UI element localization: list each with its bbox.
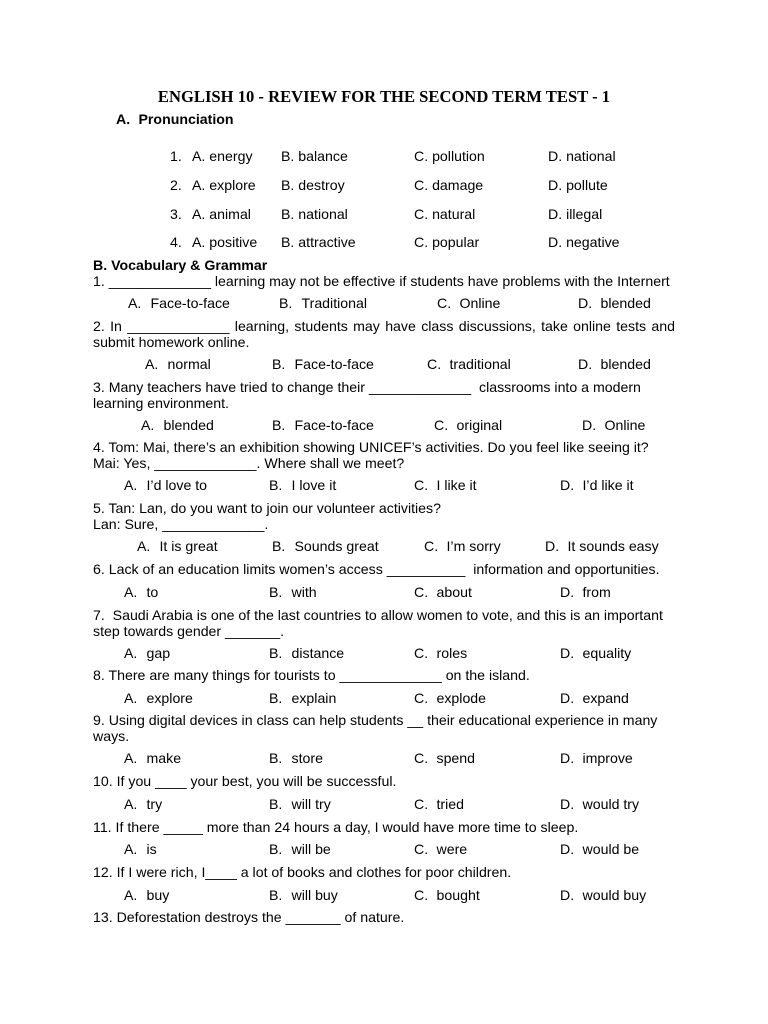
question-line: 1. _____________ learning may not be effective if students have problems with the Internert xyxy=(93,273,670,289)
answer-option: B. national xyxy=(281,206,348,222)
question-text xyxy=(93,667,676,683)
option-text: Sounds great xyxy=(294,538,379,554)
option-text: blended xyxy=(163,417,214,433)
option-text: Traditional xyxy=(301,295,367,311)
option-letter: D. xyxy=(560,584,575,600)
option-letter: A. xyxy=(124,796,138,812)
option-letter: A. xyxy=(128,295,142,311)
option-text: I love it xyxy=(291,477,337,493)
option-letter: B. xyxy=(269,796,283,812)
option-letter: C. xyxy=(414,690,429,706)
option-letter: B. xyxy=(279,295,293,311)
option-text: will be xyxy=(291,841,331,857)
option-letter: A. xyxy=(137,538,151,554)
question-line: 3. Many teachers have tried to change their _____________ classrooms into a modern learning environment. xyxy=(93,379,645,411)
answer-option xyxy=(560,584,611,600)
answer-option xyxy=(141,417,214,433)
option-text: about xyxy=(436,584,472,600)
question-text xyxy=(93,819,676,835)
option-text: bought xyxy=(436,887,480,903)
option-letter: A. xyxy=(124,841,138,857)
option-letter: C. xyxy=(414,477,429,493)
option-letter: D. xyxy=(560,887,575,903)
answer-option xyxy=(424,538,501,554)
answer-option xyxy=(578,295,651,311)
option-text: would be xyxy=(582,841,640,857)
option-text: Online xyxy=(604,417,646,433)
answer-option xyxy=(560,750,633,766)
section-a-title: Pronunciation xyxy=(138,111,234,127)
answer-options xyxy=(0,295,768,311)
option-letter: A. xyxy=(145,356,159,372)
option-text: improve xyxy=(582,750,633,766)
option-letter: D. xyxy=(560,750,575,766)
answer-option xyxy=(414,796,464,812)
option-letter: B. xyxy=(269,841,283,857)
option-letter: B. xyxy=(272,538,286,554)
answer-option xyxy=(269,584,317,600)
answer-option xyxy=(124,477,207,493)
option-text: explore xyxy=(146,690,193,706)
option-text: It sounds easy xyxy=(567,538,659,554)
answer-options xyxy=(0,887,768,903)
option-letter: A. xyxy=(124,584,138,600)
answer-option xyxy=(269,796,331,812)
option-text: were xyxy=(436,841,468,857)
option-letter: C. xyxy=(434,417,449,433)
answer-option: D. negative xyxy=(548,234,620,250)
question-text xyxy=(93,273,676,289)
question-line: 11. If there _____ more than 24 hours a day, I would have more time to sleep. xyxy=(93,819,579,835)
answer-options xyxy=(0,417,768,433)
option-text: gap xyxy=(146,645,171,661)
option-text: will try xyxy=(291,796,331,812)
option-letter: B. xyxy=(269,477,283,493)
pronunciation-item xyxy=(0,148,768,164)
answer-option xyxy=(269,887,338,903)
answer-options xyxy=(0,356,768,372)
option-letter: C. xyxy=(414,584,429,600)
question-text xyxy=(93,439,676,471)
answer-option xyxy=(272,356,374,372)
option-letter: D. xyxy=(578,295,593,311)
question-line: 7. Saudi Arabia is one of the last countries to allow women to vote, and this is an important step towards gender _______. xyxy=(93,607,667,639)
item-number: 3. xyxy=(170,206,182,222)
answer-option xyxy=(124,584,158,600)
pronunciation-item xyxy=(0,234,768,250)
option-letter: B. xyxy=(269,750,283,766)
option-text: from xyxy=(582,584,611,600)
answer-option: C. popular xyxy=(414,234,480,250)
option-letter: C. xyxy=(414,887,429,903)
option-letter: B. xyxy=(272,417,286,433)
answer-option xyxy=(414,645,467,661)
option-text: I like it xyxy=(436,477,477,493)
option-text: tried xyxy=(436,796,465,812)
option-text: distance xyxy=(291,645,345,661)
item-number: 1. xyxy=(170,148,182,164)
option-letter: D. xyxy=(560,796,575,812)
question-line: 5. Tan: Lan, do you want to join our volunteer activities? xyxy=(93,500,441,516)
option-text: buy xyxy=(146,887,170,903)
question-text xyxy=(93,864,676,880)
option-text: with xyxy=(291,584,317,600)
answer-option xyxy=(434,417,502,433)
option-text: normal xyxy=(167,356,211,372)
answer-option: A. animal xyxy=(192,206,251,222)
question-line: 12. If I were rich, I____ a lot of books and clothes for poor children. xyxy=(93,864,512,880)
question-line: 13. Deforestation destroys the _______ of nature. xyxy=(93,909,405,925)
answer-option: C. pollution xyxy=(414,148,485,164)
answer-option xyxy=(414,887,480,903)
option-text: explain xyxy=(291,690,337,706)
option-letter: D. xyxy=(578,356,593,372)
option-text: would buy xyxy=(582,887,647,903)
option-letter: B. xyxy=(269,887,283,903)
answer-option: A. explore xyxy=(192,177,256,193)
option-text: I’d love to xyxy=(146,477,208,493)
option-letter: D. xyxy=(545,538,560,554)
answer-option xyxy=(124,690,193,706)
pronunciation-item xyxy=(0,177,768,193)
item-number: 2. xyxy=(170,177,182,193)
question-line: 4. Tom: Mai, there’s an exhibition showing UNICEF’s activities. Do you feel like seeing it? xyxy=(93,439,649,455)
question-line: Lan: Sure, _____________. xyxy=(93,516,269,532)
question-line: 10. If you ____ your best, you will be successful. xyxy=(93,773,397,789)
option-text: blended xyxy=(600,356,651,372)
section-a-letter: A. xyxy=(116,111,131,127)
question-text xyxy=(93,607,676,639)
answer-option: C. damage xyxy=(414,177,484,193)
answer-option xyxy=(272,538,379,554)
page-title: ENGLISH 10 - REVIEW FOR THE SECOND TERM TEST - 1 xyxy=(157,87,611,106)
answer-option xyxy=(269,841,331,857)
answer-option xyxy=(414,750,475,766)
option-text: Face-to-face xyxy=(294,417,374,433)
answer-options xyxy=(0,584,768,600)
answer-option: B. attractive xyxy=(281,234,356,250)
option-text: would try xyxy=(582,796,640,812)
answer-option xyxy=(582,417,645,433)
question-text xyxy=(93,561,676,577)
option-letter: A. xyxy=(124,887,138,903)
option-letter: C. xyxy=(424,538,439,554)
option-text: original xyxy=(456,417,503,433)
option-letter: B. xyxy=(272,356,286,372)
answer-option xyxy=(560,690,629,706)
answer-option: A. energy xyxy=(192,148,253,164)
option-text: Online xyxy=(459,295,501,311)
option-letter: A. xyxy=(141,417,155,433)
option-text: roles xyxy=(436,645,468,661)
answer-options xyxy=(0,690,768,706)
option-text: make xyxy=(146,750,182,766)
option-letter: B. xyxy=(269,690,283,706)
answer-options xyxy=(0,750,768,766)
option-text: blended xyxy=(600,295,651,311)
answer-option xyxy=(269,645,344,661)
answer-option xyxy=(124,841,157,857)
question-text xyxy=(93,318,675,350)
question-line: Mai: Yes, _____________. Where shall we meet? xyxy=(93,455,405,471)
option-letter: D. xyxy=(560,645,575,661)
option-letter: A. xyxy=(124,750,138,766)
option-text: to xyxy=(146,584,159,600)
answer-option xyxy=(437,295,500,311)
answer-option xyxy=(124,645,170,661)
option-text: Face-to-face xyxy=(150,295,230,311)
option-letter: A. xyxy=(124,645,138,661)
option-text: spend xyxy=(436,750,476,766)
option-letter: C. xyxy=(414,750,429,766)
answer-option xyxy=(560,645,631,661)
answer-option: D. pollute xyxy=(548,177,608,193)
answer-option xyxy=(269,690,336,706)
answer-option xyxy=(560,887,646,903)
answer-option: B. destroy xyxy=(281,177,345,193)
answer-option: D. illegal xyxy=(548,206,603,222)
question-text xyxy=(93,712,676,744)
option-letter: D. xyxy=(560,841,575,857)
answer-option: B. balance xyxy=(281,148,348,164)
answer-option xyxy=(145,356,211,372)
answer-options xyxy=(0,796,768,812)
answer-option xyxy=(560,796,639,812)
answer-option xyxy=(414,477,477,493)
option-letter: C. xyxy=(414,796,429,812)
option-letter: C. xyxy=(414,841,429,857)
section-a-heading xyxy=(116,111,234,127)
answer-options xyxy=(0,841,768,857)
question-line: 9. Using digital devices in class can help students __ their educational experience in many ways. xyxy=(93,712,662,744)
answer-option: A. positive xyxy=(192,234,258,250)
answer-option xyxy=(427,356,511,372)
answer-option: C. natural xyxy=(414,206,476,222)
question-line: 2. In _____________ learning, students may have class discussions, take online tests and submit homework online. xyxy=(93,318,675,350)
answer-option xyxy=(124,887,169,903)
option-text: store xyxy=(291,750,323,766)
answer-option xyxy=(269,750,323,766)
question-text xyxy=(93,500,676,532)
option-letter: D. xyxy=(560,690,575,706)
answer-option xyxy=(414,690,486,706)
answer-options xyxy=(0,645,768,661)
question-text xyxy=(93,773,676,789)
answer-option xyxy=(414,841,467,857)
answer-option xyxy=(269,477,336,493)
option-letter: B. xyxy=(269,645,283,661)
option-text: I’d like it xyxy=(582,477,634,493)
answer-options xyxy=(0,538,768,554)
option-text: will buy xyxy=(291,887,338,903)
option-letter: C. xyxy=(437,295,452,311)
option-letter: D. xyxy=(560,477,575,493)
pronunciation-item xyxy=(0,206,768,222)
answer-option xyxy=(124,796,162,812)
answer-option xyxy=(272,417,374,433)
question-line: 8. There are many things for tourists to _____________ on the island. xyxy=(93,667,530,683)
question-text xyxy=(93,379,676,411)
option-text: equality xyxy=(582,645,632,661)
section-b-heading: B. Vocabulary & Grammar xyxy=(93,257,268,273)
answer-option xyxy=(128,295,230,311)
option-text: traditional xyxy=(449,356,511,372)
option-text: It is great xyxy=(159,538,218,554)
option-letter: A. xyxy=(124,477,138,493)
option-letter: D. xyxy=(582,417,597,433)
answer-option xyxy=(137,538,218,554)
item-number: 4. xyxy=(170,234,182,250)
question-text xyxy=(93,909,676,925)
answer-option xyxy=(545,538,659,554)
answer-option: D. national xyxy=(548,148,616,164)
option-text: expand xyxy=(582,690,629,706)
answer-option xyxy=(578,356,651,372)
answer-options xyxy=(0,477,768,493)
answer-option xyxy=(560,477,634,493)
answer-option xyxy=(560,841,639,857)
answer-option xyxy=(124,750,181,766)
option-text: Face-to-face xyxy=(294,356,374,372)
option-letter: C. xyxy=(427,356,442,372)
option-letter: A. xyxy=(124,690,138,706)
option-text: explode xyxy=(436,690,487,706)
option-letter: C. xyxy=(414,645,429,661)
option-text: try xyxy=(146,796,163,812)
question-line: 6. Lack of an education limits women’s access __________ information and opportunities. xyxy=(93,561,660,577)
option-text: I’m sorry xyxy=(446,538,501,554)
option-letter: B. xyxy=(269,584,283,600)
answer-option xyxy=(414,584,472,600)
option-text: is xyxy=(146,841,157,857)
answer-option xyxy=(279,295,367,311)
